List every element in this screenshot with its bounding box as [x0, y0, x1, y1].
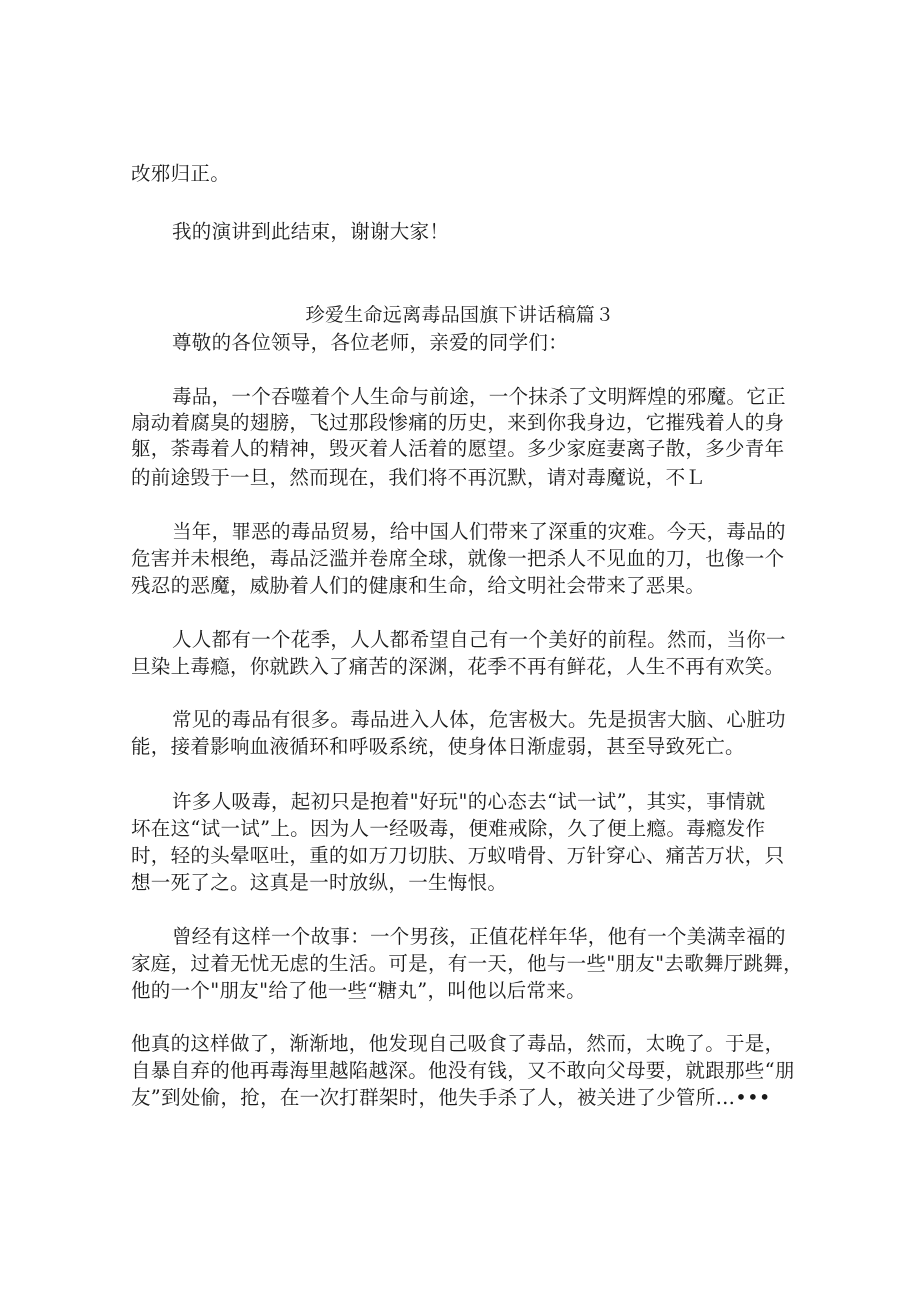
paragraph-line: 想一死了之。这真是一时放纵，一生悔恨。: [131, 871, 508, 894]
paragraph-line: 危害并未根绝，毒品泛滥并卷席全球，就像一把杀人不见血的刀，也像一个: [131, 547, 785, 570]
paragraph-line: 当年，罪恶的毒品贸易，给中国人们带来了深重的灾难。今天，毒品的: [172, 520, 786, 543]
paragraph-line: 旦染上毒瘾，你就跌入了痛苦的深渊，花季不再有鲜花，人生不再有欢笑。: [131, 655, 785, 678]
paragraph-line: 的前途毁于一旦，然而现在，我们将不再沉默，请对毒魔说，不Ｌ: [131, 466, 706, 489]
paragraph-line: 坏在这“试一试”上。因为人一经吸毒，便难戒除，久了便上瘾。毒瘾发作: [131, 817, 766, 840]
paragraph-line: 曾经有这样一个故事：一个男孩，正值花样年华，他有一个美满幸福的: [172, 925, 786, 948]
paragraph-line: 友”到处偷，抢，在一次打群架时，他失手杀了人，被关进了少管所…•••: [131, 1086, 771, 1109]
paragraph-line: 人人都有一个花季，人人都希望自己有一个美好的前程。然而，当你一: [172, 628, 786, 651]
salutation: 尊敬的各位领导，各位老师，亲爱的同学们：: [172, 331, 569, 354]
paragraph-line: 时，轻的头晕呕吐，重的如万刀切肤、万蚁啃骨、万针穿心、痛苦万状，只: [131, 844, 785, 867]
paragraph-line: 他真的这样做了，渐渐地，他发现自己吸食了毒品，然而，太晚了。于是，: [131, 1032, 785, 1055]
paragraph-line: 自暴自弃的他再毒海里越陷越深。他没有钱，又不敢向父母要，就跟那些“朋: [131, 1059, 795, 1082]
section-title: 珍爱生命远离毒品国旗下讲话稿篇３: [305, 304, 615, 326]
paragraph-line: 扇动着腐臭的翅膀，飞过那段惨痛的历史，来到你我身边，它摧残着人的身: [131, 411, 785, 434]
continuation-line: 改邪归正。: [131, 162, 231, 185]
paragraph-line: 躯，荼毒着人的精神，毁灭着人活着的愿望。多少家庭妻离子散，多少青年: [131, 437, 785, 460]
paragraph-line: 常见的毒品有很多。毒品进入人体，危害极大。先是损害大脑、心脏功: [172, 708, 786, 731]
paragraph-line: 毒品，一个吞噬着个人生命与前途，一个抹杀了文明辉煌的邪魔。它正: [172, 385, 786, 408]
closing-line: 我的演讲到此结束，谢谢大家！: [172, 220, 450, 243]
paragraph-line: 残忍的恶魔，威胁着人们的健康和生命，给文明社会带来了恶果。: [131, 574, 706, 597]
paragraph-line: 许多人吸毒，起初只是抱着"好玩"的心态去“试一试”，其实，事情就: [172, 790, 766, 813]
paragraph-line: 能，接着影响血液循环和呼吸系统，使身体日渐虚弱，甚至导致死亡。: [131, 735, 745, 758]
paragraph-line: 他的一个"朋友"给了他一些“糖丸”，叫他以后常来。: [131, 979, 586, 1002]
paragraph-line: 家庭，过着无忧无虑的生活。可是，有一天，他与一些"朋友"去歌舞厅跳舞，: [131, 952, 803, 975]
